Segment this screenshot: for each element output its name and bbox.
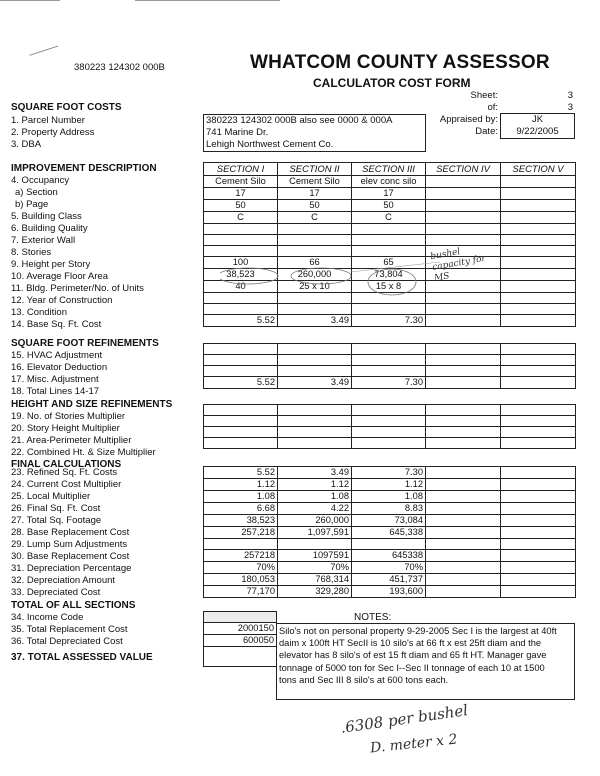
table-row xyxy=(204,224,576,235)
row-label: b) Page xyxy=(15,199,49,210)
cell-section-3[interactable] xyxy=(352,366,426,377)
cell-section-1[interactable] xyxy=(204,427,278,438)
notes-line: elevator has 8 silo's of est 15 ft diam and 65 ft HT. Manager gave xyxy=(279,650,547,661)
height-size-table xyxy=(203,404,576,449)
cell-section-5[interactable] xyxy=(501,355,576,366)
table-row xyxy=(204,586,576,598)
cell-section-1[interactable] xyxy=(204,235,278,246)
date-value[interactable]: 9/22/2005 xyxy=(516,126,559,137)
cell-section-1[interactable] xyxy=(204,224,278,235)
total-depreciated-value[interactable]: 600050 xyxy=(204,635,277,647)
cell-section-4[interactable] xyxy=(426,304,501,315)
table-row xyxy=(204,212,576,224)
row-label: 5. Building Class xyxy=(11,211,82,222)
cell-section-2[interactable]: 70% xyxy=(278,562,352,574)
notes-line: daim x 100ft HT SecII is 10 silo's at 66 ft x est 25ft diam and the xyxy=(279,638,542,649)
table-row xyxy=(204,304,576,315)
cell-section-1[interactable]: 38,523 xyxy=(204,269,278,281)
final-calc-table xyxy=(203,466,576,598)
cell-section-1[interactable]: 6.68 xyxy=(204,503,278,515)
cell-section-2[interactable] xyxy=(278,416,352,427)
scan-edge-mark xyxy=(0,0,60,4)
table-row xyxy=(204,527,576,539)
cell-section-5[interactable] xyxy=(501,304,576,315)
cell-section-2[interactable]: 25 x 10 xyxy=(278,281,352,293)
cell-section-3[interactable]: 15 x 8 xyxy=(352,281,426,293)
cell-section-5[interactable] xyxy=(501,293,576,304)
cell-section-3[interactable] xyxy=(352,427,426,438)
cell-section-1[interactable] xyxy=(204,246,278,257)
cell-section-1[interactable]: 100 xyxy=(204,257,278,269)
scan-edge-mark xyxy=(135,0,280,4)
cell-section-5[interactable] xyxy=(501,438,576,449)
cell-section-2[interactable]: 260,000 xyxy=(278,515,352,527)
row-label: 33. Depreciated Cost xyxy=(11,587,101,598)
cell-section-1[interactable] xyxy=(204,416,278,427)
cell-section-2[interactable] xyxy=(278,344,352,355)
appraised-value[interactable]: JK xyxy=(531,114,544,125)
cell-section-1[interactable] xyxy=(204,366,278,377)
cell-section-5[interactable] xyxy=(501,281,576,293)
cell-section-5[interactable] xyxy=(501,257,576,269)
page-title: WHATCOM COUNTY ASSESSOR xyxy=(250,52,550,73)
cell-section-1[interactable]: 50 xyxy=(204,200,278,212)
cell-section-5[interactable] xyxy=(501,235,576,246)
cell-section-5[interactable] xyxy=(501,479,576,491)
cell-section-2[interactable] xyxy=(278,246,352,257)
cell-section-5[interactable] xyxy=(501,212,576,224)
cell-section-3[interactable]: 73,084 xyxy=(352,515,426,527)
cell-section-3[interactable]: C xyxy=(352,212,426,224)
cell-section-4[interactable] xyxy=(426,176,501,188)
cell-section-4[interactable] xyxy=(426,366,501,377)
cell-section-3[interactable]: 70% xyxy=(352,562,426,574)
cell-section-3[interactable] xyxy=(352,224,426,235)
cell-section-5[interactable] xyxy=(501,188,576,200)
handwritten-annotation: bushel capacity for MS xyxy=(429,247,487,284)
row-label: 28. Base Replacement Cost xyxy=(11,527,130,538)
table-row xyxy=(204,539,576,550)
cell-section-1[interactable]: Cement Silo xyxy=(204,176,278,188)
cell-section-3[interactable] xyxy=(352,304,426,315)
cell-section-2[interactable]: 66 xyxy=(278,257,352,269)
total-replacement-label: 35. Total Replacement Cost xyxy=(11,624,128,635)
cell-section-3[interactable] xyxy=(352,235,426,246)
cell-section-5[interactable] xyxy=(501,515,576,527)
row-label: 20. Story Height Multiplier xyxy=(11,423,120,434)
table-row xyxy=(204,491,576,503)
cell-section-1[interactable]: 77,170 xyxy=(204,586,278,598)
table-row xyxy=(204,416,576,427)
table-row xyxy=(204,188,576,200)
cell-section-4[interactable] xyxy=(426,503,501,515)
table-row xyxy=(204,562,576,574)
cell-section-1[interactable] xyxy=(204,355,278,366)
cell-section-5[interactable] xyxy=(501,200,576,212)
cell-section-3[interactable]: 451,737 xyxy=(352,574,426,586)
column-header-section-5: SECTION V xyxy=(501,163,576,176)
dba-value[interactable]: Lehigh Northwest Cement Co. xyxy=(206,139,334,150)
totals-table xyxy=(203,611,277,667)
cell-section-1[interactable]: 257218 xyxy=(204,550,278,562)
height-size-heading: HEIGHT AND SIZE REFINEMENTS xyxy=(11,399,173,410)
cell-section-4[interactable] xyxy=(426,405,501,416)
cell-section-3[interactable]: 645338 xyxy=(352,550,426,562)
cell-section-3[interactable]: 7.30 xyxy=(352,377,426,389)
cell-section-3[interactable]: 1.08 xyxy=(352,491,426,503)
cell-section-4[interactable] xyxy=(426,586,501,598)
improvement-table xyxy=(203,162,576,327)
cell-section-4[interactable] xyxy=(426,200,501,212)
cell-section-3[interactable]: 1.12 xyxy=(352,479,426,491)
totals-heading: TOTAL OF ALL SECTIONS xyxy=(11,600,136,611)
table-row xyxy=(204,479,576,491)
date-label: Date: xyxy=(475,126,498,137)
cell-section-5[interactable] xyxy=(501,550,576,562)
cell-section-5[interactable] xyxy=(501,405,576,416)
cell-section-4[interactable] xyxy=(426,315,501,327)
cell-section-1[interactable]: 70% xyxy=(204,562,278,574)
cell-section-3[interactable]: 17 xyxy=(352,188,426,200)
row-label: 11. Bldg. Perimeter/No. of Units xyxy=(11,283,144,294)
cell-section-1[interactable]: 180,053 xyxy=(204,574,278,586)
notes-line: tonnage of 5000 ton for Sec I--Sec II tonnage of each 10 at 1500 xyxy=(279,662,545,673)
table-row xyxy=(204,366,576,377)
row-label: 21. Area-Perimeter Multiplier xyxy=(11,435,132,446)
parcel-number-label: 1. Parcel Number xyxy=(11,115,85,126)
row-label: 7. Exterior Wall xyxy=(11,235,76,246)
cell-section-2[interactable] xyxy=(278,438,352,449)
cell-section-1[interactable] xyxy=(204,405,278,416)
row-label: 32. Depreciation Amount xyxy=(11,575,116,586)
table-row xyxy=(204,438,576,449)
cell-section-4[interactable] xyxy=(426,188,501,200)
cell-section-3[interactable] xyxy=(352,416,426,427)
final-calc-heading: FINAL CALCULATIONS xyxy=(11,459,122,470)
cell-section-5[interactable] xyxy=(501,224,576,235)
cell-section-5[interactable] xyxy=(501,427,576,438)
cell-section-2[interactable]: Cement Silo xyxy=(278,176,352,188)
cell-section-4[interactable] xyxy=(426,438,501,449)
table-row xyxy=(204,515,576,527)
table-row xyxy=(204,235,576,246)
row-label: 23. Refined Sq. Ft. Costs xyxy=(11,467,118,478)
table-row xyxy=(204,176,576,188)
cell-section-5[interactable] xyxy=(501,246,576,257)
notes-heading: NOTES: xyxy=(354,612,392,623)
column-header-section-1: SECTION I xyxy=(204,163,278,176)
row-label: 14. Base Sq. Ft. Cost xyxy=(11,319,102,330)
cell-section-4[interactable] xyxy=(426,467,501,479)
cell-section-3[interactable] xyxy=(352,405,426,416)
row-label: 22. Combined Ht. & Size Multiplier xyxy=(11,447,156,458)
cell-section-2[interactable] xyxy=(278,224,352,235)
cell-section-3[interactable]: 65 xyxy=(352,257,426,269)
cell-section-4[interactable] xyxy=(426,527,501,539)
cell-section-4[interactable] xyxy=(426,355,501,366)
of-value: 3 xyxy=(567,102,573,113)
column-header-section-2: SECTION II xyxy=(278,163,352,176)
cell-section-4[interactable] xyxy=(426,377,501,389)
cell-section-5[interactable] xyxy=(501,562,576,574)
row-label: 30. Base Replacement Cost xyxy=(11,551,130,562)
cell-section-3[interactable] xyxy=(352,246,426,257)
row-label: 6. Building Quality xyxy=(11,223,88,234)
cell-section-3[interactable]: 50 xyxy=(352,200,426,212)
cell-section-4[interactable] xyxy=(426,416,501,427)
cell-section-4[interactable] xyxy=(426,574,501,586)
cell-section-2[interactable]: 260,000 xyxy=(278,269,352,281)
cell-section-2[interactable] xyxy=(278,366,352,377)
cell-section-1[interactable]: 38,523 xyxy=(204,515,278,527)
cell-section-1[interactable]: 1.12 xyxy=(204,479,278,491)
appraised-label: Appraised by: xyxy=(439,114,498,125)
row-label: 12. Year of Construction xyxy=(11,295,113,306)
parcel-reference: 380223 124302 000B xyxy=(74,62,165,73)
cell-section-1[interactable] xyxy=(204,438,278,449)
property-address-value[interactable]: 741 Marine Dr. xyxy=(206,127,269,138)
cell-section-4[interactable] xyxy=(426,491,501,503)
cell-section-4[interactable] xyxy=(426,539,501,550)
cell-section-5[interactable] xyxy=(501,539,576,550)
cell-section-3[interactable] xyxy=(352,438,426,449)
column-header-section-3: SECTION III xyxy=(352,163,426,176)
table-row xyxy=(204,344,576,355)
cell-section-3[interactable]: elev conc silo xyxy=(352,176,426,188)
table-row xyxy=(204,405,576,416)
cell-section-4[interactable] xyxy=(426,212,501,224)
cell-section-1[interactable]: 1.08 xyxy=(204,491,278,503)
cell-section-5[interactable] xyxy=(501,269,576,281)
notes-line: tons and Sec III 8 silo's at 600 tons each. xyxy=(279,674,449,685)
cell-section-5[interactable] xyxy=(501,467,576,479)
row-label: 9. Height per Story xyxy=(11,259,91,270)
cell-section-5[interactable] xyxy=(501,503,576,515)
sheet-label: Sheet: xyxy=(470,90,498,101)
cell-section-2[interactable]: 329,280 xyxy=(278,586,352,598)
cell-section-5[interactable] xyxy=(501,344,576,355)
notes-line: Silo's not on personal property 9-29-2005 Sec I is the largest at 40ft xyxy=(279,626,557,636)
cell-section-3[interactable]: 7.30 xyxy=(352,467,426,479)
cell-section-5[interactable] xyxy=(501,315,576,327)
cell-section-1[interactable]: 5.52 xyxy=(204,467,278,479)
square-foot-costs-heading: SQUARE FOOT COSTS xyxy=(11,102,122,113)
cell-section-1[interactable]: 40 xyxy=(204,281,278,293)
row-label: 26. Final Sq. Ft. Cost xyxy=(11,503,101,514)
cell-section-3[interactable] xyxy=(352,539,426,550)
sqft-refinements-heading: SQUARE FOOT REFINEMENTS xyxy=(11,338,159,349)
handwritten-circles xyxy=(220,256,450,300)
handwritten-note-line-1: .6308 per bushel xyxy=(339,701,470,737)
row-label: a) Section xyxy=(15,187,58,198)
cell-section-2[interactable]: 1.08 xyxy=(278,491,352,503)
cell-section-3[interactable]: 73,804 xyxy=(352,269,426,281)
handwritten-note-line-2: D. meter x 2 xyxy=(369,731,459,757)
row-label: 4. Occupancy xyxy=(11,175,70,186)
cell-section-2[interactable] xyxy=(278,539,352,550)
cell-section-3[interactable]: 8.83 xyxy=(352,503,426,515)
row-label: 15. HVAC Adjustment xyxy=(11,350,103,361)
table-row xyxy=(204,355,576,366)
cell-section-3[interactable]: 645,338 xyxy=(352,527,426,539)
cell-section-4[interactable] xyxy=(426,344,501,355)
cell-section-1[interactable]: 5.52 xyxy=(204,377,278,389)
cell-section-2[interactable]: C xyxy=(278,212,352,224)
row-label: 10. Average Floor Area xyxy=(11,271,108,282)
cell-section-1[interactable]: 257,218 xyxy=(204,527,278,539)
cell-section-2[interactable] xyxy=(278,304,352,315)
appraiser-box xyxy=(500,113,575,139)
cell-section-2[interactable]: 768,314 xyxy=(278,574,352,586)
cell-section-4[interactable] xyxy=(426,515,501,527)
sheet-value: 3 xyxy=(567,90,573,101)
improvement-heading: IMPROVEMENT DESCRIPTION xyxy=(11,163,157,174)
cell-section-3[interactable] xyxy=(352,355,426,366)
cell-section-4[interactable] xyxy=(426,562,501,574)
pen-scribble xyxy=(29,46,60,64)
notes-box[interactable] xyxy=(276,623,575,700)
property-info-box xyxy=(203,114,426,152)
cell-section-4[interactable] xyxy=(426,550,501,562)
row-label: 29. Lump Sum Adjustments xyxy=(11,539,128,550)
cell-section-2[interactable]: 3.49 xyxy=(278,377,352,389)
cell-section-2[interactable]: 1097591 xyxy=(278,550,352,562)
table-row xyxy=(204,503,576,515)
cell-section-5[interactable] xyxy=(501,176,576,188)
column-header-section-4: SECTION IV xyxy=(426,163,501,176)
cell-section-2[interactable]: 3.49 xyxy=(278,315,352,327)
cell-section-2[interactable]: 1.12 xyxy=(278,479,352,491)
cell-section-3[interactable]: 193,600 xyxy=(352,586,426,598)
cell-section-1[interactable] xyxy=(204,344,278,355)
property-address-label: 2. Property Address xyxy=(11,127,95,138)
assessed-value-label: 37. TOTAL ASSESSED VALUE xyxy=(11,652,153,663)
cell-section-2[interactable]: 1,097,591 xyxy=(278,527,352,539)
row-label: 25. Local Multiplier xyxy=(11,491,91,502)
cell-section-4[interactable] xyxy=(426,427,501,438)
cell-section-3[interactable]: 7.30 xyxy=(352,315,426,327)
cell-section-5[interactable] xyxy=(501,491,576,503)
cell-section-4[interactable] xyxy=(426,224,501,235)
assessed-value[interactable] xyxy=(204,647,277,667)
cell-section-2[interactable] xyxy=(278,235,352,246)
cell-section-5[interactable] xyxy=(501,527,576,539)
cell-section-5[interactable] xyxy=(501,416,576,427)
table-row xyxy=(204,377,576,389)
cell-section-2[interactable]: 17 xyxy=(278,188,352,200)
cell-section-5[interactable] xyxy=(501,574,576,586)
cell-section-5[interactable] xyxy=(501,366,576,377)
cell-section-2[interactable] xyxy=(278,427,352,438)
table-row xyxy=(204,550,576,562)
cell-section-5[interactable] xyxy=(501,586,576,598)
cell-section-2[interactable]: 50 xyxy=(278,200,352,212)
table-row xyxy=(204,427,576,438)
sqft-refinements-table xyxy=(203,343,576,389)
table-row xyxy=(204,200,576,212)
cell-section-1[interactable]: 5.52 xyxy=(204,315,278,327)
table-row xyxy=(204,574,576,586)
cell-section-2[interactable]: 3.49 xyxy=(278,467,352,479)
row-label: 8. Stories xyxy=(11,247,52,258)
row-label: 27. Total Sq. Footage xyxy=(11,515,102,526)
dba-label: 3. DBA xyxy=(11,139,42,150)
row-label: 19. No. of Stories Multiplier xyxy=(11,411,126,422)
income-code-label: 34. Income Code xyxy=(11,612,84,623)
table-row xyxy=(204,246,576,257)
parcel-number-value[interactable]: 380223 124302 000B also see 0000 & 000A xyxy=(206,115,393,126)
table-row xyxy=(204,467,576,479)
income-code-value[interactable] xyxy=(204,612,277,623)
row-label: 13. Condition xyxy=(11,307,67,318)
cell-section-2[interactable]: 4.22 xyxy=(278,503,352,515)
of-label: of: xyxy=(487,102,498,113)
cell-section-1[interactable]: 17 xyxy=(204,188,278,200)
total-depreciated-label: 36. Total Depreciated Cost xyxy=(11,636,123,647)
row-label: 31. Depreciation Percentage xyxy=(11,563,132,574)
cell-section-3[interactable] xyxy=(352,344,426,355)
cell-section-2[interactable] xyxy=(278,355,352,366)
table-row xyxy=(204,315,576,327)
row-label: 18. Total Lines 14-17 xyxy=(11,386,100,397)
row-label: 17. Misc. Adjustment xyxy=(11,374,99,385)
total-replacement-value[interactable]: 2000150 xyxy=(204,623,277,635)
cell-section-2[interactable] xyxy=(278,405,352,416)
cell-section-5[interactable] xyxy=(501,377,576,389)
row-label: 24. Current Cost Multiplier xyxy=(11,479,122,490)
cell-section-1[interactable] xyxy=(204,304,278,315)
cell-section-4[interactable] xyxy=(426,479,501,491)
page-subtitle: CALCULATOR COST FORM xyxy=(313,76,471,90)
cell-section-1[interactable] xyxy=(204,539,278,550)
row-label: 16. Elevator Deduction xyxy=(11,362,108,373)
cell-section-1[interactable]: C xyxy=(204,212,278,224)
